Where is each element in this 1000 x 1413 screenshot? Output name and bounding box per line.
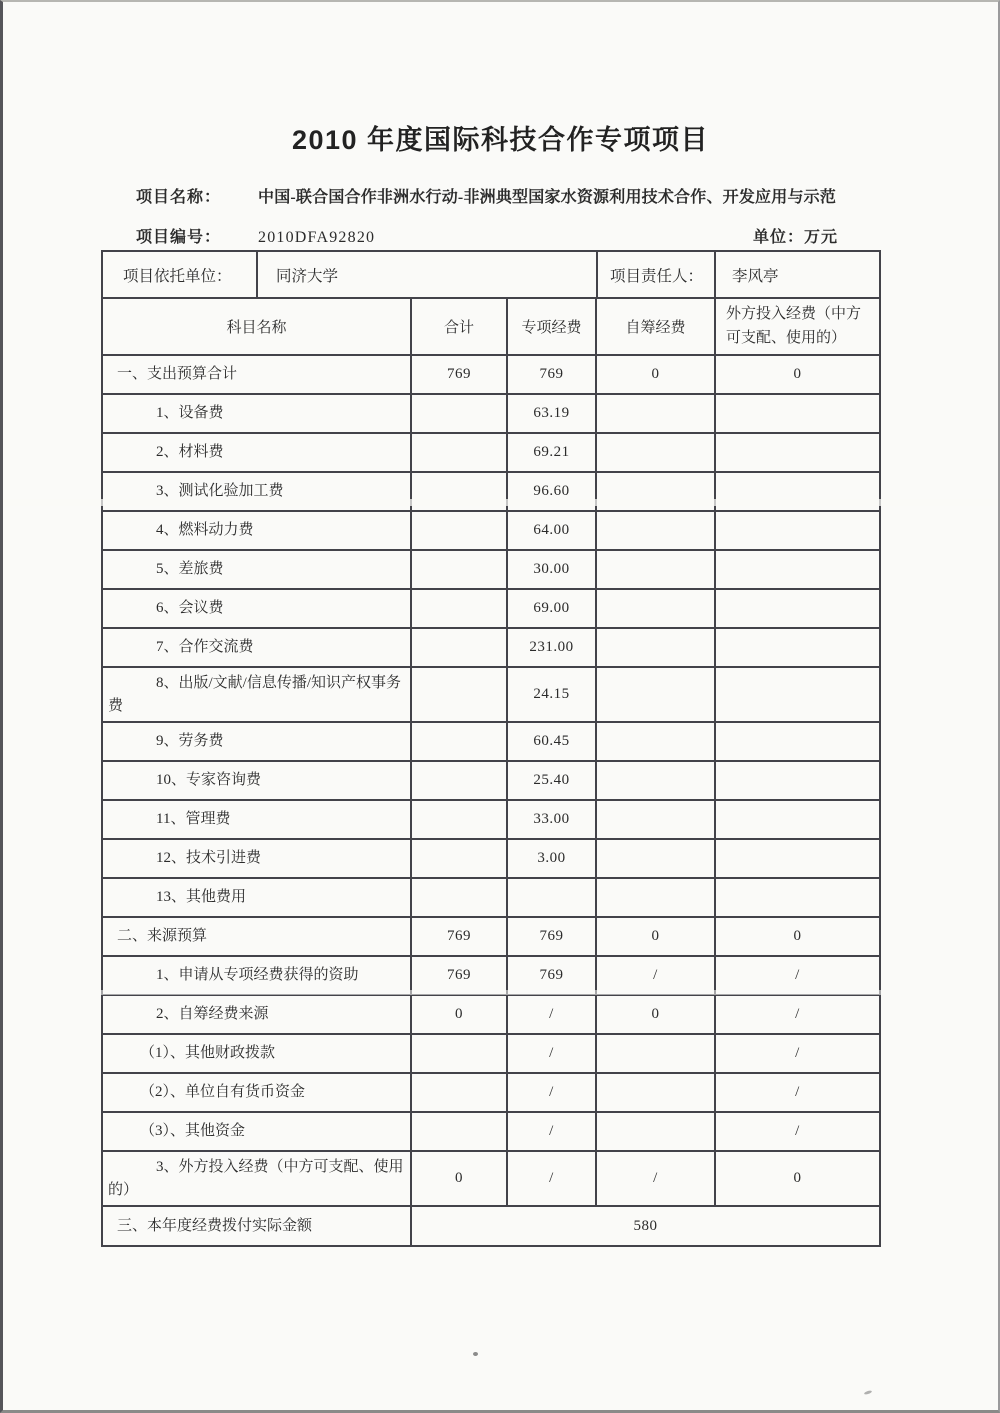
row-label: 8、出版/文献/信息传播/知识产权事务费 (103, 667, 411, 722)
row-label: （3）、其他资金 (103, 1112, 411, 1151)
row-value: 0 (715, 355, 879, 394)
row-value: 3.00 (507, 839, 596, 878)
row-value: 25.40 (507, 761, 596, 800)
project-code-label: 项目编号： (136, 229, 222, 246)
row-value: 231.00 (507, 628, 596, 667)
row-value (411, 433, 507, 472)
header-row (103, 299, 879, 355)
row-value (411, 628, 507, 667)
budget-row (103, 1034, 879, 1073)
row-value (596, 667, 715, 722)
row-value (715, 472, 879, 511)
row-value (596, 1034, 715, 1073)
row-value (715, 628, 879, 667)
row-value (596, 628, 715, 667)
row-value: 0 (411, 995, 507, 1034)
row-value (411, 472, 507, 511)
row-value (715, 550, 879, 589)
budget-row (103, 878, 879, 917)
row-value (715, 722, 879, 761)
budget-row (103, 433, 879, 472)
project-name-label: 项目名称： (136, 189, 222, 206)
row-value: / (715, 1112, 879, 1151)
row-value: 33.00 (507, 800, 596, 839)
row-value: 96.60 (507, 472, 596, 511)
row-value (715, 878, 879, 917)
row-value: / (507, 1034, 596, 1073)
row-label: 2、材料费 (103, 433, 411, 472)
budget-row (103, 1151, 879, 1206)
row-value: 64.00 (507, 511, 596, 550)
budget-table-body (103, 355, 879, 1245)
budget-grid (103, 299, 879, 1245)
column-header-foreign-investment: 外方投入经费（中方可支配、使用的） (715, 299, 879, 355)
row-value: / (715, 995, 879, 1034)
row-value (596, 550, 715, 589)
row-value (411, 878, 507, 917)
row-label: （2）、单位自有货币资金 (103, 1073, 411, 1112)
row-value (715, 433, 879, 472)
column-header-special-funds: 专项经费 (507, 299, 596, 355)
row-value (411, 800, 507, 839)
project-leader-label: 项目责任人： (596, 252, 714, 297)
budget-row (103, 667, 879, 722)
budget-row (103, 472, 879, 511)
row-value (411, 667, 507, 722)
row-label: 13、其他费用 (103, 878, 411, 917)
row-label: 5、差旅费 (103, 550, 411, 589)
org-unit-value: 同济大学 (256, 252, 596, 297)
row-value: 0 (596, 355, 715, 394)
row-label: 3、测试化验加工费 (103, 472, 411, 511)
row-value (596, 1112, 715, 1151)
row-label: 7、合作交流费 (103, 628, 411, 667)
budget-row (103, 1073, 879, 1112)
row-value: / (596, 1151, 715, 1206)
row-value: 69.21 (507, 433, 596, 472)
row-value (715, 667, 879, 722)
row-value (596, 589, 715, 628)
budget-row (103, 800, 879, 839)
row-value (411, 839, 507, 878)
row-value: / (507, 1073, 596, 1112)
row-value (715, 511, 879, 550)
row-value (411, 550, 507, 589)
row-value (411, 511, 507, 550)
row-value (596, 839, 715, 878)
scan-speck (864, 1390, 873, 1395)
row-value: 769 (411, 956, 507, 995)
row-value (596, 511, 715, 550)
project-name-value: 中国-联合国合作非洲水行动-非洲典型国家水资源利用技术合作、开发应用与示范 (258, 189, 837, 206)
row-value (715, 394, 879, 433)
row-value (596, 472, 715, 511)
row-value (596, 394, 715, 433)
budget-row (103, 394, 879, 433)
row-label: 三、本年度经费拨付实际金额 (103, 1206, 411, 1245)
row-value (507, 878, 596, 917)
budget-row (103, 511, 879, 550)
row-value (596, 800, 715, 839)
budget-row (103, 917, 879, 956)
row-label: 12、技术引进费 (103, 839, 411, 878)
row-value (411, 394, 507, 433)
row-label: 6、会议费 (103, 589, 411, 628)
unit-label: 单位：万元 (752, 229, 838, 246)
row-value: / (596, 956, 715, 995)
row-value: 63.19 (507, 394, 596, 433)
row-label: 3、外方投入经费（中方可支配、使用的） (103, 1151, 411, 1206)
row-label: 二、来源预算 (103, 917, 411, 956)
row-value (715, 589, 879, 628)
row-value (411, 589, 507, 628)
row-label: 9、劳务费 (103, 722, 411, 761)
row-value: 769 (507, 956, 596, 995)
row-value: / (715, 1073, 879, 1112)
budget-row (103, 628, 879, 667)
row-value: 0 (715, 917, 879, 956)
row-value: / (715, 1034, 879, 1073)
row-label: 10、专家咨询费 (103, 761, 411, 800)
column-header-self-raised: 自筹经费 (596, 299, 715, 355)
row-value: 0 (596, 995, 715, 1034)
row-value (715, 839, 879, 878)
row-label: 4、燃料动力费 (103, 511, 411, 550)
budget-row (103, 995, 879, 1034)
row-value: 0 (411, 1151, 507, 1206)
scan-speck (473, 1352, 478, 1356)
budget-row (103, 722, 879, 761)
project-code-row (136, 224, 876, 247)
project-name-row (136, 184, 878, 207)
row-value (411, 1034, 507, 1073)
row-value: 769 (507, 355, 596, 394)
row-label: 一、支出预算合计 (103, 355, 411, 394)
row-value: 769 (507, 917, 596, 956)
budget-row (103, 1112, 879, 1151)
row-value: / (507, 995, 596, 1034)
row-value: 30.00 (507, 550, 596, 589)
row-label: 11、管理费 (103, 800, 411, 839)
row-value (596, 433, 715, 472)
org-unit-label: 项目依托单位： (123, 267, 232, 285)
budget-row (103, 550, 879, 589)
project-leader-value: 李风亭 (714, 252, 879, 297)
row-value (411, 1073, 507, 1112)
row-merged-value: 580 (411, 1206, 879, 1245)
budget-row (103, 355, 879, 394)
budget-table (101, 250, 881, 1247)
budget-row (103, 589, 879, 628)
budget-row (103, 839, 879, 878)
budget-row (103, 1206, 879, 1245)
row-value: 769 (411, 917, 507, 956)
budget-row (103, 956, 879, 995)
row-value (596, 1073, 715, 1112)
row-label: 1、设备费 (103, 394, 411, 433)
row-value: 0 (596, 917, 715, 956)
row-value (596, 878, 715, 917)
row-value (411, 722, 507, 761)
column-header-subject: 科目名称 (103, 299, 411, 355)
row-value (411, 1112, 507, 1151)
row-value (715, 800, 879, 839)
row-value: 24.15 (507, 667, 596, 722)
row-value: 0 (715, 1151, 879, 1206)
row-value: 769 (411, 355, 507, 394)
page-title: 2010 年度国际科技合作专项项目 (291, 125, 710, 155)
row-value (411, 761, 507, 800)
row-label: （1）、其他财政拨款 (103, 1034, 411, 1073)
budget-row (103, 761, 879, 800)
row-value: / (507, 1112, 596, 1151)
row-value: 69.00 (507, 589, 596, 628)
row-value (596, 761, 715, 800)
unit-info-row (103, 252, 879, 299)
row-value (596, 722, 715, 761)
row-label: 1、申请从专项经费获得的资助 (103, 956, 411, 995)
project-code-value: 2010DFA92820 (258, 229, 376, 246)
row-value (715, 761, 879, 800)
row-value: 60.45 (507, 722, 596, 761)
row-label: 2、自筹经费来源 (103, 995, 411, 1034)
row-value: / (507, 1151, 596, 1206)
row-value: / (715, 956, 879, 995)
column-header-total: 合计 (411, 299, 507, 355)
